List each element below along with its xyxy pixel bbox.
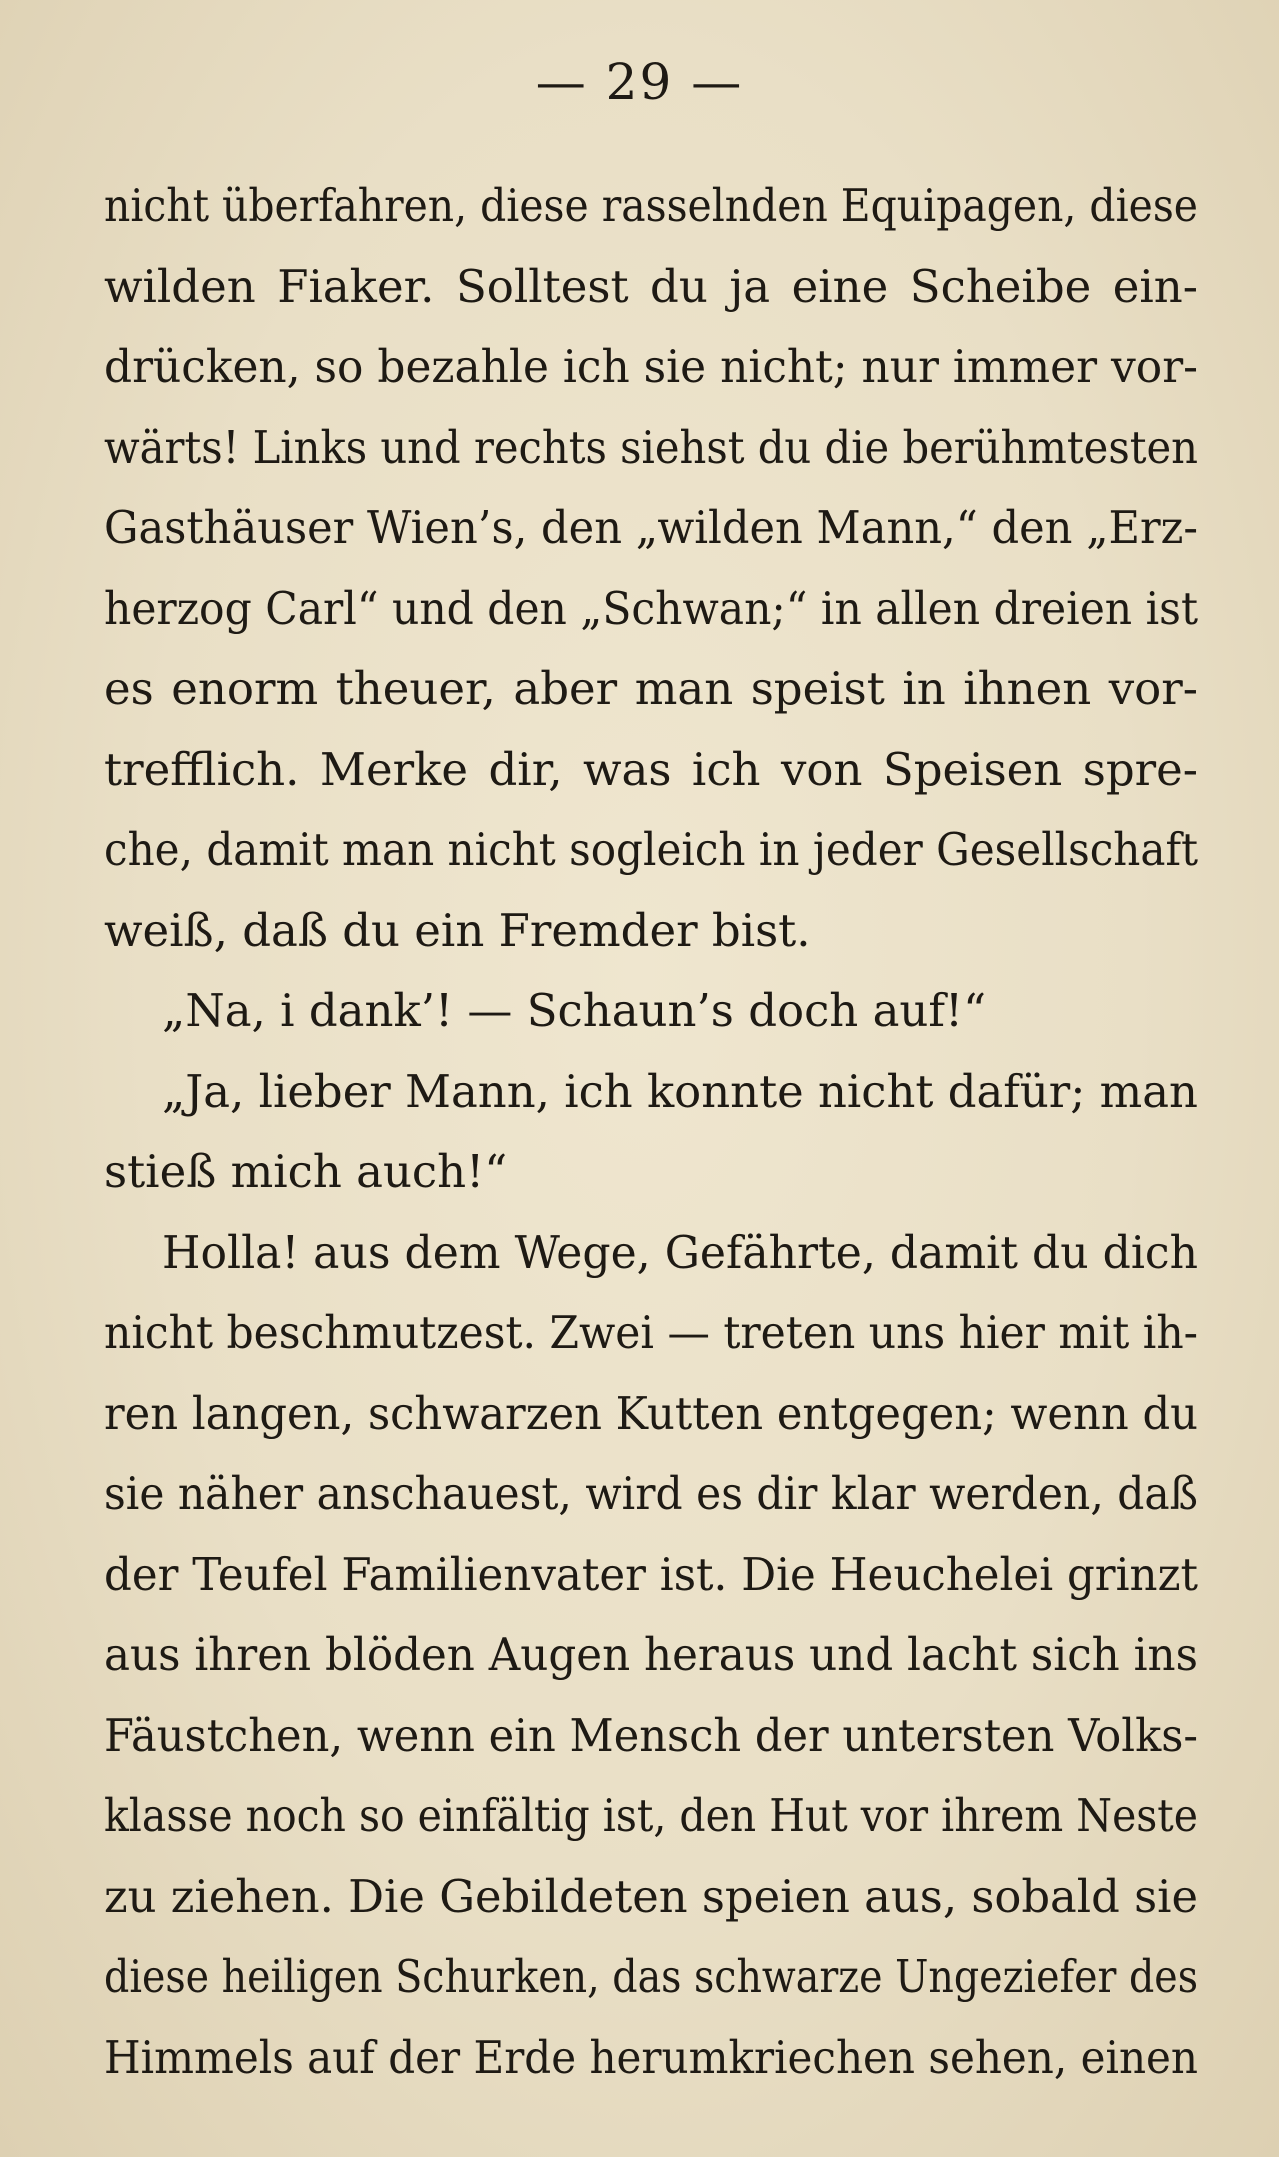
text-line: Himmels auf der Erde herumkriechen sehen, einen — [104, 2030, 1198, 2084]
text-line: herzog Carl“ und den „Schwan;“ in allen dreien ist — [104, 581, 1198, 635]
text-line: zu ziehen. Die Gebildeten speien aus, sobald sie — [104, 1869, 1198, 1923]
text-line: wilden Fiaker. Solltest du ja eine Scheibe ein- — [104, 259, 1198, 313]
text-line: sie näher anschauest, wird es dir klar werden, daß — [104, 1467, 1198, 1520]
text-line: diese heiligen Schurken, das schwarze Ungeziefer des — [104, 1950, 1198, 2003]
text-line: Holla! aus dem Wege, Gefährte, damit du dich — [162, 1225, 1198, 1279]
text-line: „Na, i dank’! — Schaun’s doch auf!“ — [162, 984, 987, 1037]
text-line: weiß, daß du ein Fremder bist. — [104, 903, 811, 957]
body-text — [104, 166, 1198, 2098]
text-line: Fäustchen, wenn ein Mensch der untersten Volks- — [104, 1708, 1198, 1762]
text-line: trefflich. Merke dir, was ich von Speisen spre- — [104, 742, 1198, 796]
text-line: der Teufel Familienvater ist. Die Heuchelei grinzt — [104, 1547, 1198, 1601]
text-line: es enorm theuer, aber man speist in ihnen vor- — [104, 662, 1198, 715]
text-line: „Ja, lieber Mann, ich konnte nicht dafür; man — [162, 1064, 1198, 1118]
text-line: klasse noch so einfältig ist, den Hut vor ihrem Neste — [104, 1789, 1198, 1842]
text-line: Gasthäuser Wien’s, den „wilden Mann,“ den „Erz- — [104, 501, 1198, 554]
page-number: — 29 — — [535, 53, 744, 111]
text-line: nicht beschmutzest. Zwei — treten uns hier mit ih- — [104, 1306, 1198, 1359]
text-line: drücken, so bezahle ich sie nicht; nur immer vor- — [104, 340, 1198, 393]
text-line: che, damit man nicht sogleich in jeder Gesellschaft — [104, 823, 1198, 876]
text-line: wärts! Links und rechts siehst du die berühmtesten — [104, 420, 1198, 474]
text-line: aus ihren blöden Augen heraus und lacht sich ins — [104, 1628, 1198, 1681]
text-line: nicht überfahren, diese rasselnden Equipagen, diese — [104, 179, 1198, 232]
text-line: ren langen, schwarzen Kutten entgegen; wenn du — [104, 1386, 1198, 1440]
text-line: stieß mich auch!“ — [104, 1145, 508, 1198]
